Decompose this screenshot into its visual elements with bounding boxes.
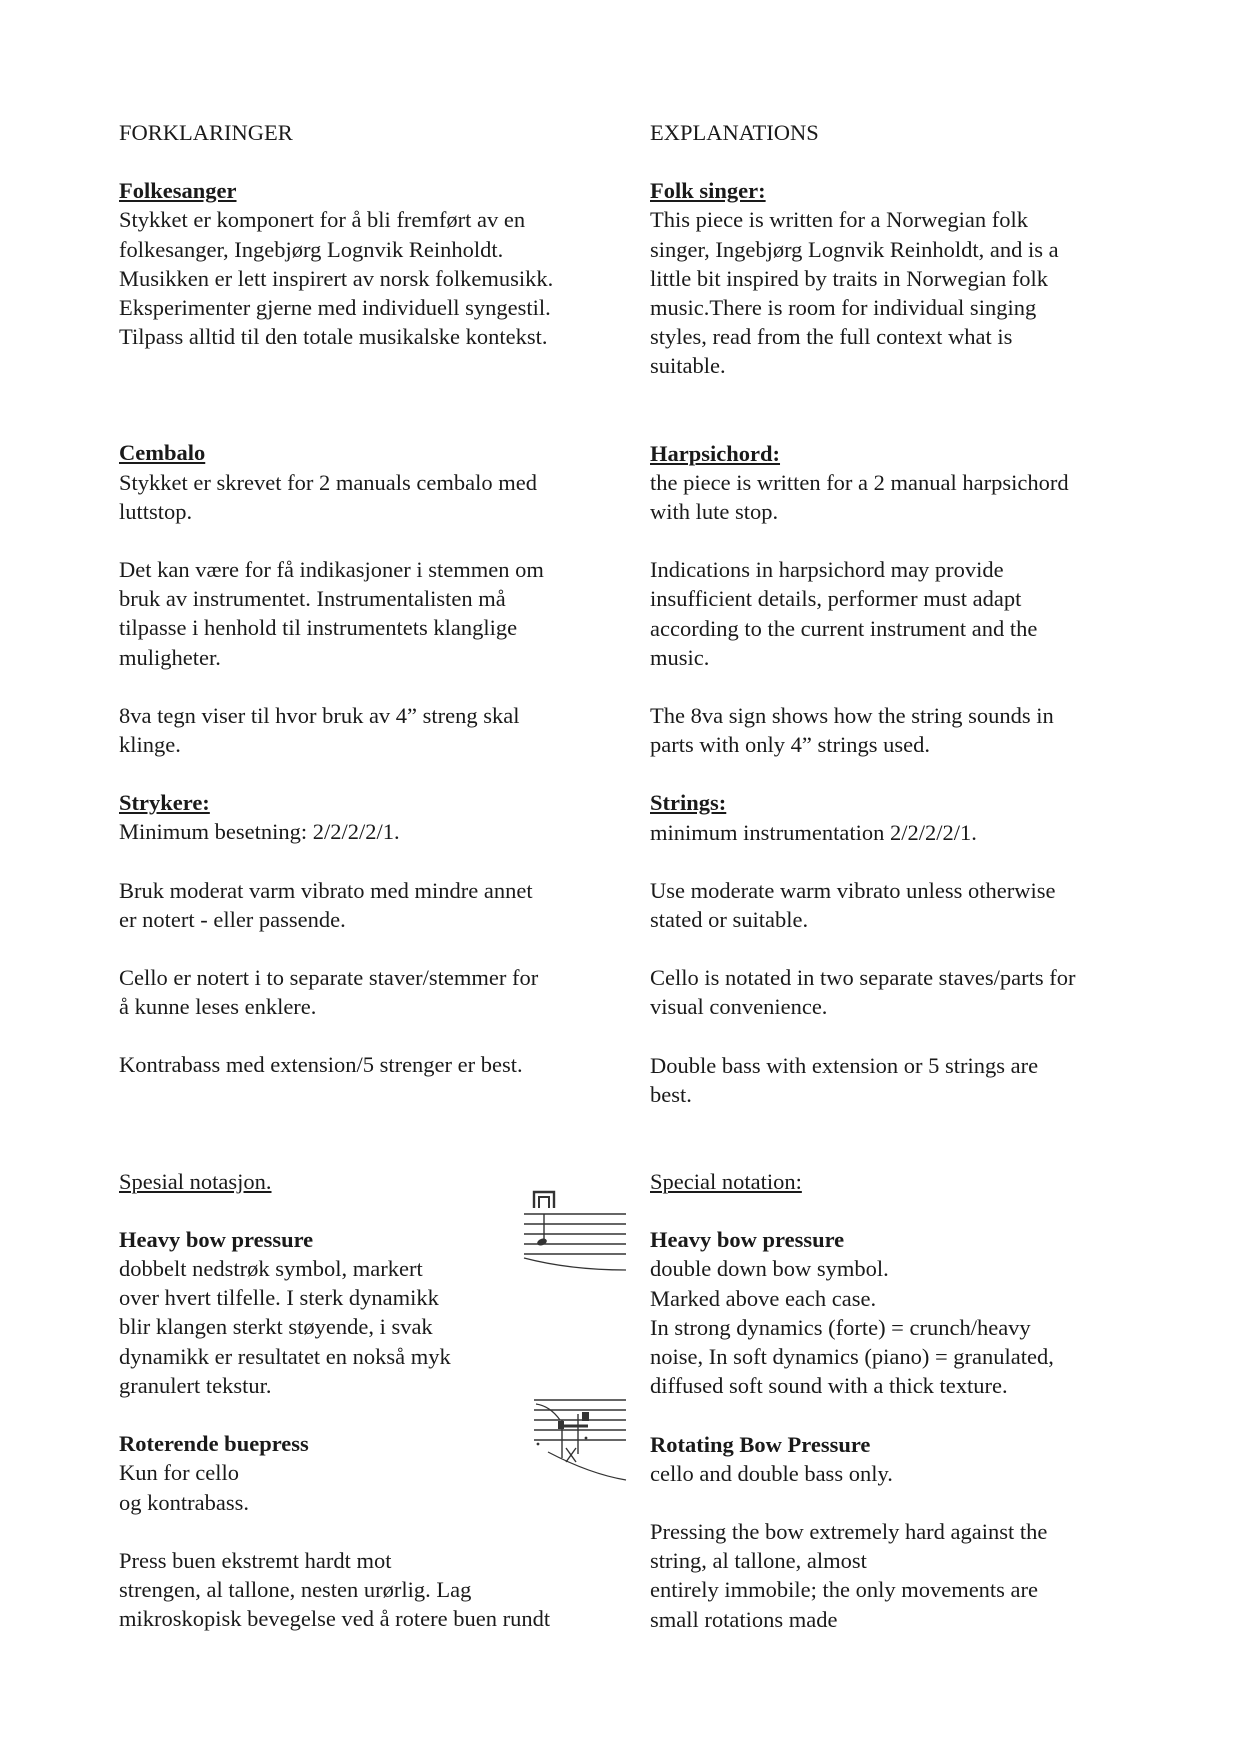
rotating-bow-title-en: Rotating Bow Pressure	[650, 1431, 871, 1457]
text-line: 8va tegn viser til hvor bruk av 4” streng skal	[119, 702, 520, 728]
text-line: Stykket er skrevet for 2 manuals cembalo med	[119, 469, 537, 495]
text-line: styles, read from the full context what is	[650, 324, 1013, 350]
text-line: diffused soft sound with a thick texture.	[650, 1373, 1008, 1399]
text-line: string, al tallone, almost	[650, 1548, 867, 1574]
text-line: with lute stop.	[650, 499, 779, 525]
text-line: music.There is room for individual singing	[650, 295, 1037, 321]
text-line: little bit inspired by traits in Norwegian folk	[650, 265, 1049, 291]
text-line: tilpasse i henhold til instrumentets klanglige	[119, 615, 518, 641]
text-line: Stykket er komponert for å bli fremført av en	[119, 207, 526, 233]
text-line: Kun for cello	[119, 1460, 239, 1486]
text-line: visual convenience.	[650, 994, 828, 1020]
text-line: small rotations made	[650, 1606, 838, 1632]
text-line: best.	[650, 1081, 692, 1107]
strings-title-no: Strykere:	[119, 790, 210, 816]
text-line: blir klangen sterkt støyende, i svak	[119, 1314, 433, 1340]
text-line: bruk av instrumentet. Instrumentalisten må	[119, 586, 506, 612]
strings-title-en: Strings:	[650, 790, 727, 816]
text-line: Indications in harpsichord may provide	[650, 557, 1004, 583]
left-column	[119, 118, 599, 1633]
rotating-bow-title-no: Roterende buepress	[119, 1431, 309, 1457]
right-heading: EXPLANATIONS	[650, 120, 819, 145]
text-line: Pressing the bow extremely hard against the	[650, 1518, 1048, 1544]
text-line: Cello er notert i to separate staver/stemmer for	[119, 965, 539, 991]
left-heading: FORKLARINGER	[119, 120, 293, 145]
text-line: cello and double bass only.	[650, 1460, 893, 1486]
text-line: dynamikk er resultatet en nokså myk	[119, 1343, 451, 1369]
special-notation-title-en: Special notation:	[650, 1169, 802, 1195]
text-line: This piece is written for a Norwegian folk	[650, 207, 1029, 233]
text-line: Tilpass alltid til den totale musikalske kontekst.	[119, 324, 548, 350]
text-line: The 8va sign shows how the string sounds in	[650, 703, 1054, 729]
text-line: suitable.	[650, 353, 726, 379]
text-line: Use moderate warm vibrato unless otherwise	[650, 877, 1056, 903]
text-line: Musikken er lett inspirert av norsk folkemusikk.	[119, 265, 554, 291]
text-line: mikroskopisk bevegelse ved å rotere buen rundt	[119, 1606, 551, 1632]
text-line: strengen, al tallone, nesten urørlig. Lag	[119, 1576, 472, 1602]
text-line: klinge.	[119, 732, 181, 758]
text-line: Double bass with extension or 5 strings are	[650, 1052, 1039, 1078]
text-line: In strong dynamics (forte) = crunch/heavy	[650, 1314, 1031, 1340]
text-line: parts with only 4” strings used.	[650, 732, 930, 758]
text-line: according to the current instrument and the	[650, 615, 1038, 641]
text-line: Eksperimenter gjerne med individuell syngestil.	[119, 295, 551, 321]
text-line: entirely immobile; the only movements are	[650, 1577, 1039, 1603]
text-line: double down bow symbol.	[650, 1256, 889, 1282]
text-line: music.	[650, 644, 710, 670]
right-column	[650, 118, 1150, 1634]
text-line: er notert - eller passende.	[119, 906, 346, 932]
text-line: dobbelt nedstrøk symbol, markert	[119, 1256, 423, 1282]
text-line: Marked above each case.	[650, 1285, 877, 1311]
text-line: luttstop.	[119, 498, 193, 524]
text-line: noise, In soft dynamics (piano) = granulated,	[650, 1344, 1054, 1370]
text-line: Bruk moderat varm vibrato med mindre annet	[119, 877, 533, 903]
text-line: folkesanger, Ingebjørg Lognvik Reinholdt.	[119, 236, 504, 262]
text-line: Kontrabass med extension/5 strenger er best.	[119, 1052, 523, 1078]
harpsichord-title-no: Cembalo	[119, 440, 206, 466]
special-notation-title-no: Spesial notasjon.	[119, 1168, 272, 1194]
folk-singer-title-en: Folk singer:	[650, 178, 766, 204]
text-line: insufficient details, performer must adapt	[650, 586, 1022, 612]
text-line: granulert tekstur.	[119, 1372, 272, 1398]
text-line: Det kan være for få indikasjoner i stemmen om	[119, 557, 544, 583]
text-line: over hvert tilfelle. I sterk dynamikk	[119, 1285, 439, 1311]
text-line: Press buen ekstremt hardt mot	[119, 1547, 392, 1573]
text-line: Minimum besetning: 2/2/2/2/1.	[119, 819, 400, 845]
text-line: muligheter.	[119, 644, 221, 670]
text-line: å kunne leses enklere.	[119, 994, 317, 1020]
text-line: stated or suitable.	[650, 907, 809, 933]
text-line: singer, Ingebjørg Lognvik Reinholdt, and is a	[650, 236, 1059, 262]
heavy-bow-title-no: Heavy bow pressure	[119, 1226, 314, 1252]
folk-singer-title-no: Folkesanger	[119, 178, 237, 204]
text-line: minimum instrumentation 2/2/2/2/1.	[650, 819, 977, 845]
heavy-bow-pressure-notation-icon	[520, 1188, 630, 1276]
heavy-bow-title-en: Heavy bow pressure	[650, 1227, 845, 1253]
text-line: Cello is notated in two separate staves/parts for	[650, 965, 1076, 991]
text-line: the piece is written for a 2 manual harpsichord	[650, 469, 1069, 495]
rotating-bow-pressure-notation-icon	[530, 1390, 630, 1482]
text-line: og kontrabass.	[119, 1489, 249, 1515]
harpsichord-title-en: Harpsichord:	[650, 440, 781, 466]
